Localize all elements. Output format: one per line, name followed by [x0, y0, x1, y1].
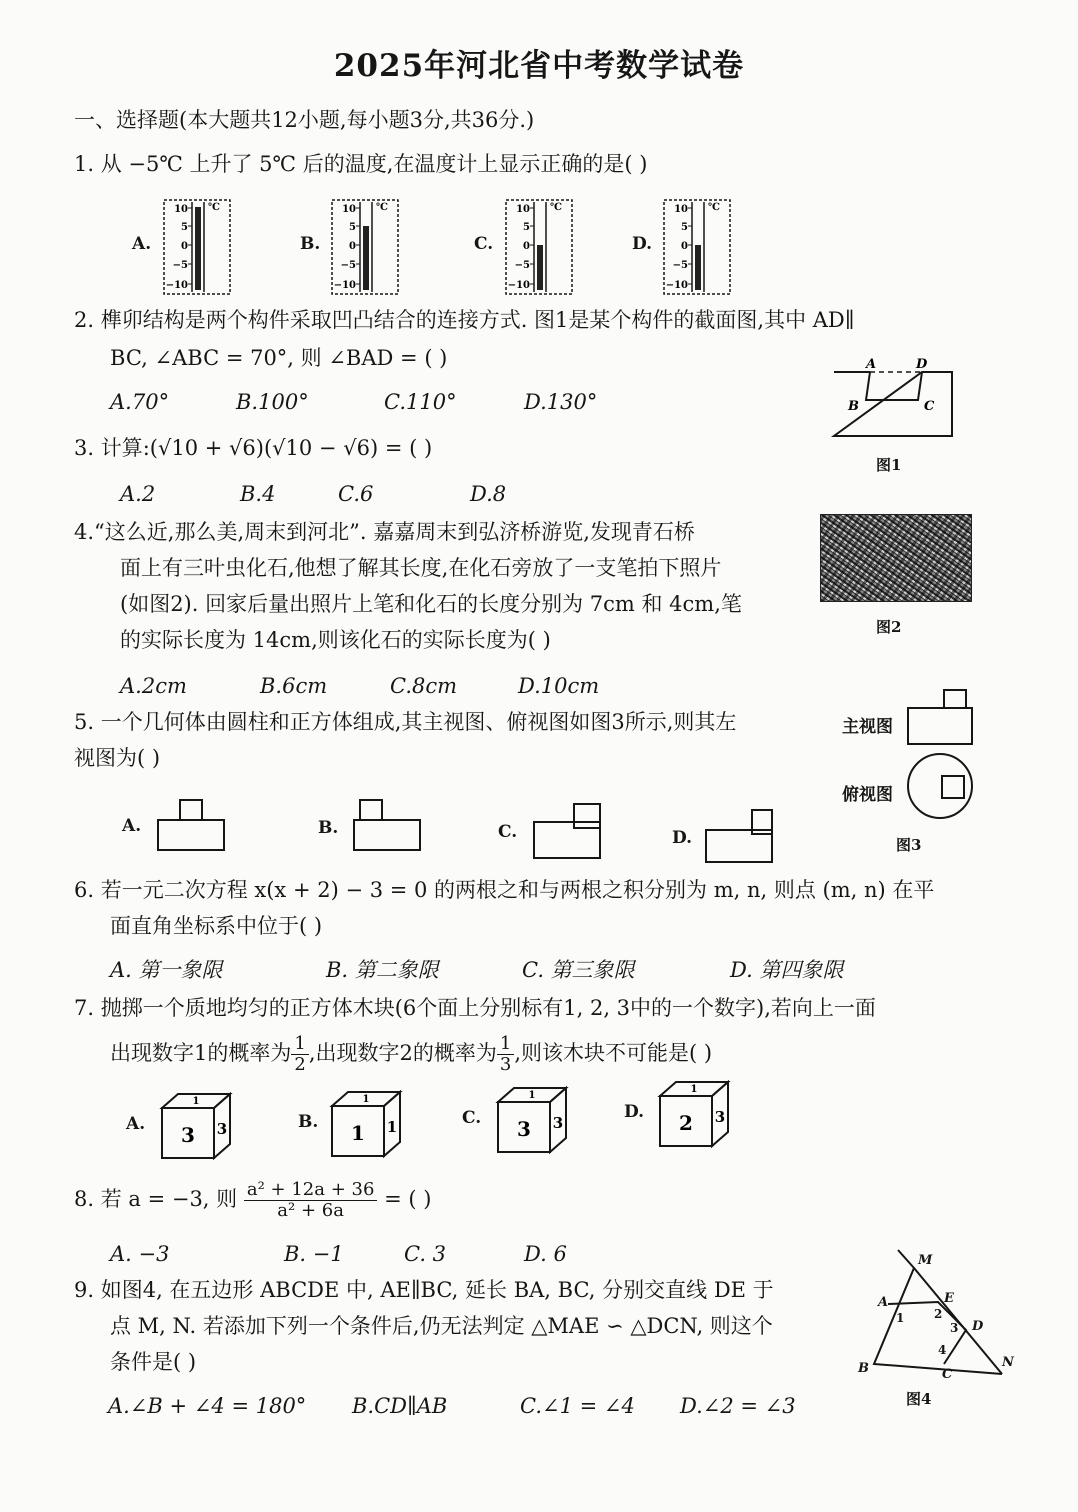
question-7-line1: 7. 抛掷一个质地均匀的正方体木块(6个面上分别标有1, 2, 3中的一个数字),若向上一面 — [74, 996, 876, 1020]
fig4-label-m: M — [918, 1253, 933, 1268]
fraction-one-half: $\frac{1}{2}$ — [291, 1034, 308, 1075]
question-6-line2: 面直角坐标系中位于( ) — [110, 914, 323, 938]
question-8-option-c[interactable]: C. 3 — [404, 1242, 447, 1266]
q8-fraction: $\frac{\text{a² + 12a + 36}}{\text{a² + 6a}}$ — [244, 1180, 378, 1221]
unit-label: ℃ — [208, 202, 220, 213]
fraction-one-third: $\frac{1}{3}$ — [497, 1034, 514, 1075]
question-9-line2: 点 M, N. 若添加下列一个条件后,仍无法判定 △MAE ∽ △DCN, 则这个 — [110, 1314, 773, 1338]
figure-2-caption: 图2 — [876, 618, 902, 636]
question-3-option-d[interactable]: D.8 — [470, 482, 507, 506]
tick-label: −5 — [672, 260, 688, 271]
question-5-option-a[interactable]: A. — [122, 816, 142, 836]
fig1-label-b: B — [848, 399, 859, 414]
figure-2-fossil-photo — [820, 514, 972, 602]
question-4-line1: 4.“这么近,那么美,周末到河北”. 嘉嘉周末到弘济桥游览,发现青石桥 — [74, 520, 695, 544]
cube-front-number: 1 — [351, 1121, 365, 1145]
question-9-line1: 9. 如图4, 在五边形 ABCDE 中, AE∥BC, 延长 BA, BC, 分别交直线 DE 于 — [74, 1278, 774, 1302]
fig4-label-d: D — [972, 1319, 984, 1334]
thermometer-c — [504, 198, 576, 298]
question-6-line1: 6. 若一元二次方程 x(x + 2) − 3 = 0 的两根之和与两根之积分别为 m, n, 则点 (m, n) 在平 — [74, 878, 935, 902]
question-5-line2: 视图为( ) — [74, 746, 161, 770]
fig1-label-a: A — [866, 357, 877, 372]
unit-label: ℃ — [376, 202, 388, 213]
question-8-option-d[interactable]: D. 6 — [524, 1242, 567, 1266]
cube-d — [658, 1080, 734, 1150]
tick-label: 10 — [516, 204, 530, 215]
question-4-line2: 面上有三叶虫化石,他想了解其长度,在化石旁放了一支笔拍下照片 — [120, 556, 722, 580]
tick-label: 0 — [349, 241, 356, 252]
question-6-option-c[interactable]: C. 第三象限 — [522, 958, 635, 982]
fig4-angle-1: 1 — [896, 1311, 905, 1325]
thermometer-b — [330, 198, 402, 298]
mercury-column — [695, 245, 701, 290]
tick-label: 0 — [523, 241, 530, 252]
question-4-option-d[interactable]: D.10cm — [518, 674, 600, 698]
unit-label: ℃ — [708, 202, 720, 213]
tick-label: −10 — [165, 280, 188, 291]
fig4-angle-3: 3 — [950, 1321, 959, 1335]
question-1-option-b[interactable]: B. — [300, 234, 321, 254]
fig1-label-d: D — [916, 357, 928, 372]
figure-4-caption: 图4 — [906, 1390, 932, 1408]
question-2-option-a[interactable]: A.70° — [110, 390, 170, 414]
q7-text-c: ,则该木块不可能是( ) — [514, 1041, 713, 1065]
fig4-label-n: N — [1002, 1355, 1014, 1370]
question-4-option-c[interactable]: C.8cm — [390, 674, 458, 698]
thermometer-d — [662, 198, 734, 298]
fig4-label-c: C — [942, 1367, 953, 1382]
tick-label: 10 — [674, 204, 688, 215]
question-2-option-d[interactable]: D.130° — [524, 390, 598, 414]
cube-front-number: 3 — [181, 1123, 195, 1147]
question-9-line3: 条件是( ) — [110, 1350, 197, 1374]
mercury-column — [195, 207, 201, 290]
figure-4-pentagon — [852, 1246, 1022, 1386]
tick-label: −10 — [333, 280, 356, 291]
cube-top-number: 1 — [528, 1090, 536, 1101]
question-2-line2: BC, ∠ABC = 70°, 则 ∠BAD = ( ) — [110, 346, 448, 370]
cube-side-number: 3 — [552, 1114, 564, 1132]
question-9-option-d[interactable]: D.∠2 = ∠3 — [680, 1394, 796, 1418]
figure-3-caption: 图3 — [896, 836, 922, 854]
tick-label: −5 — [340, 260, 356, 271]
section-heading: 一、选择题(本大题共12小题,每小题3分,共36分.) — [74, 108, 535, 132]
cube-side-number: 1 — [386, 1118, 398, 1136]
question-1-option-d[interactable]: D. — [632, 234, 653, 254]
tick-label: 10 — [174, 204, 188, 215]
question-5-option-d[interactable]: D. — [672, 828, 693, 848]
thermometer-a — [162, 198, 234, 298]
tick-label: 5 — [523, 222, 530, 233]
question-4-option-b[interactable]: B.6cm — [260, 674, 328, 698]
tick-label: −5 — [172, 260, 188, 271]
question-7-line2 — [110, 1034, 712, 1075]
question-1-option-c[interactable]: C. — [474, 234, 494, 254]
tick-label: 0 — [181, 241, 188, 252]
question-9-option-b[interactable]: B.CD∥AB — [352, 1394, 448, 1418]
cube-side-number: 3 — [216, 1120, 228, 1138]
question-6-option-d[interactable]: D. 第四象限 — [730, 958, 844, 982]
mercury-column — [363, 226, 369, 290]
tick-label: 10 — [342, 204, 356, 215]
cube-top-number: 1 — [192, 1096, 200, 1107]
question-9-option-c[interactable]: C.∠1 = ∠4 — [520, 1394, 635, 1418]
exam-title: 2025年河北省中考数学试卷 — [333, 48, 745, 84]
figure-1-tenon-section — [830, 352, 960, 442]
question-8-option-b[interactable]: B. −1 — [284, 1242, 344, 1266]
fig4-label-a: A — [878, 1295, 889, 1310]
tick-label: −5 — [514, 260, 530, 271]
question-5-option-c[interactable]: C. — [498, 822, 518, 842]
fig1-label-c: C — [924, 399, 935, 414]
question-4-line3: (如图2). 回家后量出照片上笔和化石的长度分别为 7cm 和 4cm,笔 — [120, 592, 742, 616]
question-8-option-a[interactable]: A. −3 — [110, 1242, 170, 1266]
question-3-option-c[interactable]: C.6 — [338, 482, 374, 506]
q7-text-b: ,出现数字2的概率为 — [308, 1041, 497, 1065]
tick-label: −10 — [507, 280, 530, 291]
cube-front-number: 3 — [517, 1117, 531, 1141]
option-c-left-view — [532, 802, 604, 862]
cube-top-number: 1 — [690, 1084, 698, 1095]
option-d-left-view — [704, 808, 776, 868]
fig4-angle-4: 4 — [938, 1343, 947, 1357]
unit-label: ℃ — [550, 202, 562, 213]
question-1-option-a[interactable]: A. — [132, 234, 152, 254]
q8-tail: = ( ) — [384, 1187, 432, 1211]
question-2-option-c[interactable]: C.110° — [384, 390, 457, 414]
question-4-line4: 的实际长度为 14cm,则该化石的实际长度为( ) — [120, 628, 551, 652]
question-3-option-a[interactable]: A.2 — [120, 482, 156, 506]
question-7-option-a[interactable]: A. — [126, 1114, 146, 1134]
cube-a — [160, 1092, 236, 1162]
question-7-option-d[interactable]: D. — [624, 1102, 645, 1122]
figure-3-top-view — [906, 752, 976, 822]
question-6-option-b[interactable]: B. 第二象限 — [326, 958, 439, 982]
question-7-option-b[interactable]: B. — [298, 1112, 319, 1132]
question-3-stem: 3. 计算:(√10 + √6)(√10 − √6) = ( ) — [74, 436, 433, 460]
tick-label: 5 — [181, 222, 188, 233]
question-2-line1: 2. 榫卯结构是两个构件采取凹凸结合的连接方式. 图1是某个构件的截面图,其中 AD∥ — [74, 308, 855, 332]
question-3-option-b[interactable]: B.4 — [240, 482, 276, 506]
question-1-stem: 1. 从 −5℃ 上升了 5℃ 后的温度,在温度计上显示正确的是( ) — [74, 152, 648, 176]
fig4-label-b: B — [858, 1361, 869, 1376]
question-6-option-a[interactable]: A. 第一象限 — [110, 958, 223, 982]
tick-label: 5 — [349, 222, 356, 233]
tick-label: 0 — [681, 241, 688, 252]
q7-text-a: 出现数字1的概率为 — [110, 1041, 292, 1065]
question-4-option-a[interactable]: A.2cm — [120, 674, 187, 698]
option-b-left-view — [352, 798, 424, 854]
tick-label: 5 — [681, 222, 688, 233]
tick-label: −10 — [665, 280, 688, 291]
question-2-option-b[interactable]: B.100° — [236, 390, 309, 414]
question-7-option-c[interactable]: C. — [462, 1108, 482, 1128]
question-5-line1: 5. 一个几何体由圆柱和正方体组成,其主视图、俯视图如图3所示,则其左 — [74, 710, 737, 734]
option-a-left-view — [156, 798, 228, 854]
figure-1-caption: 图1 — [876, 456, 902, 474]
cube-c — [496, 1086, 572, 1156]
question-9-option-a[interactable]: A.∠B + ∠4 = 180° — [108, 1394, 307, 1418]
question-8-stem — [74, 1180, 431, 1221]
fig4-label-e: E — [944, 1291, 954, 1306]
cube-front-number: 2 — [679, 1111, 693, 1135]
cube-side-number: 3 — [714, 1108, 726, 1126]
fig4-angle-2: 2 — [934, 1307, 943, 1321]
figure-3-front-view — [904, 688, 976, 748]
cube-b — [330, 1090, 406, 1160]
cube-top-number: 1 — [362, 1094, 370, 1105]
figure-3-top-label: 俯视图 — [842, 785, 893, 805]
figure-3-front-label: 主视图 — [842, 717, 893, 737]
mercury-column — [537, 245, 543, 290]
question-5-option-b[interactable]: B. — [318, 818, 339, 838]
q8-lead: 8. 若 a = −3, 则 — [74, 1187, 238, 1211]
